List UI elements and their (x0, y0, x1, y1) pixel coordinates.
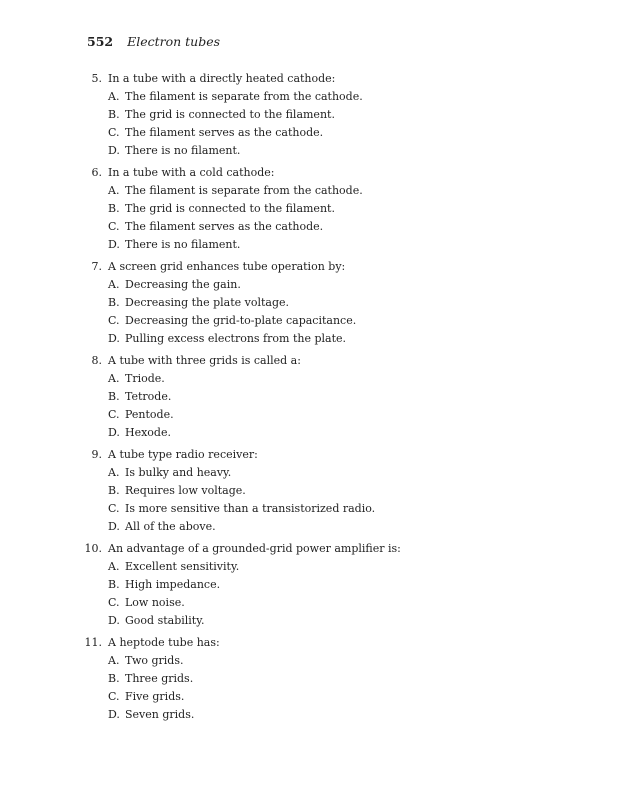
option-d (0, 612, 627, 630)
option-letter: C. (108, 126, 120, 139)
option-b (0, 576, 627, 594)
option-text: Good stability. (125, 614, 205, 627)
question-list (0, 70, 627, 728)
option-letter: A. (108, 372, 120, 385)
option-letter: C. (108, 314, 120, 327)
option-letter: B. (108, 202, 120, 215)
question-text: An advantage of a grounded-grid power amplifier is: (108, 542, 401, 555)
option-letter: B. (108, 578, 120, 591)
option-letter: B. (108, 672, 120, 685)
question-text: In a tube with a directly heated cathode: (108, 72, 336, 85)
option-text: Decreasing the grid-to-plate capacitance. (125, 314, 357, 327)
option-b (0, 670, 627, 688)
option-text: High impedance. (125, 578, 221, 591)
option-d (0, 236, 627, 254)
option-letter: D. (108, 144, 120, 157)
option-c (0, 406, 627, 424)
option-c (0, 688, 627, 706)
option-letter: D. (108, 426, 120, 439)
question-number: 7. (91, 260, 102, 273)
option-letter: A. (108, 278, 120, 291)
question-number: 10. (84, 542, 102, 555)
option-text: Is bulky and heavy. (125, 466, 232, 479)
option-text: Triode. (125, 372, 165, 385)
option-b (0, 200, 627, 218)
option-text: The filament is separate from the cathode. (125, 184, 363, 197)
option-c (0, 218, 627, 236)
option-d (0, 330, 627, 348)
option-text: Tetrode. (125, 390, 172, 403)
option-a (0, 652, 627, 670)
question-11 (0, 634, 627, 724)
question-text: A heptode tube has: (108, 636, 220, 649)
question-text: In a tube with a cold cathode: (108, 166, 275, 179)
option-c (0, 500, 627, 518)
question-number: 6. (91, 166, 102, 179)
question-8 (0, 352, 627, 442)
option-a (0, 88, 627, 106)
option-text: Pentode. (125, 408, 174, 421)
question-stem (0, 70, 627, 88)
option-text: There is no filament. (125, 238, 241, 251)
option-letter: C. (108, 690, 120, 703)
option-text: Decreasing the gain. (125, 278, 241, 291)
option-letter: D. (108, 238, 120, 251)
option-a (0, 370, 627, 388)
option-letter: D. (108, 614, 120, 627)
option-letter: A. (108, 560, 120, 573)
option-letter: C. (108, 502, 120, 515)
option-d (0, 518, 627, 536)
option-text: Hexode. (125, 426, 171, 439)
option-text: Low noise. (125, 596, 185, 609)
option-letter: C. (108, 596, 120, 609)
option-a (0, 464, 627, 482)
option-letter: C. (108, 408, 120, 421)
page-number: 552 (87, 34, 114, 49)
option-c (0, 124, 627, 142)
option-d (0, 424, 627, 442)
question-5 (0, 70, 627, 160)
question-7 (0, 258, 627, 348)
option-a (0, 182, 627, 200)
option-text: Three grids. (125, 672, 194, 685)
option-text: Seven grids. (125, 708, 195, 721)
question-9 (0, 446, 627, 536)
option-c (0, 594, 627, 612)
option-text: Is more sensitive than a transistorized radio. (125, 502, 376, 515)
option-text: Five grids. (125, 690, 185, 703)
question-stem (0, 164, 627, 182)
option-b (0, 482, 627, 500)
option-text: The grid is connected to the filament. (125, 202, 335, 215)
option-c (0, 312, 627, 330)
option-letter: C. (108, 220, 120, 233)
question-number: 9. (91, 448, 102, 461)
option-letter: B. (108, 296, 120, 309)
option-letter: A. (108, 90, 120, 103)
option-b (0, 106, 627, 124)
question-number: 5. (91, 72, 102, 85)
question-number: 8. (91, 354, 102, 367)
option-letter: B. (108, 108, 120, 121)
option-letter: D. (108, 332, 120, 345)
option-letter: A. (108, 184, 120, 197)
question-text: A tube type radio receiver: (108, 448, 258, 461)
option-d (0, 706, 627, 724)
option-text: The filament serves as the cathode. (125, 220, 324, 233)
option-letter: D. (108, 520, 120, 533)
option-text: The grid is connected to the filament. (125, 108, 335, 121)
option-d (0, 142, 627, 160)
option-a (0, 276, 627, 294)
option-text: Excellent sensitivity. (125, 560, 240, 573)
option-b (0, 294, 627, 312)
option-text: There is no filament. (125, 144, 241, 157)
question-6 (0, 164, 627, 254)
option-text: Decreasing the plate voltage. (125, 296, 290, 309)
page-header (87, 34, 220, 49)
question-stem (0, 634, 627, 652)
option-text: Pulling excess electrons from the plate. (125, 332, 346, 345)
question-stem (0, 446, 627, 464)
question-number: 11. (84, 636, 102, 649)
question-stem (0, 540, 627, 558)
question-10 (0, 540, 627, 630)
question-stem (0, 258, 627, 276)
option-a (0, 558, 627, 576)
option-letter: A. (108, 466, 120, 479)
option-letter: A. (108, 654, 120, 667)
option-b (0, 388, 627, 406)
option-text: The filament is separate from the cathode. (125, 90, 363, 103)
question-stem (0, 352, 627, 370)
option-letter: D. (108, 708, 120, 721)
running-title: Electron tubes (127, 34, 221, 49)
question-text: A screen grid enhances tube operation by: (108, 260, 346, 273)
question-text: A tube with three grids is called a: (108, 354, 301, 367)
option-text: Requires low voltage. (125, 484, 246, 497)
option-letter: B. (108, 484, 120, 497)
option-letter: B. (108, 390, 120, 403)
option-text: All of the above. (125, 520, 216, 533)
option-text: The filament serves as the cathode. (125, 126, 324, 139)
option-text: Two grids. (125, 654, 184, 667)
